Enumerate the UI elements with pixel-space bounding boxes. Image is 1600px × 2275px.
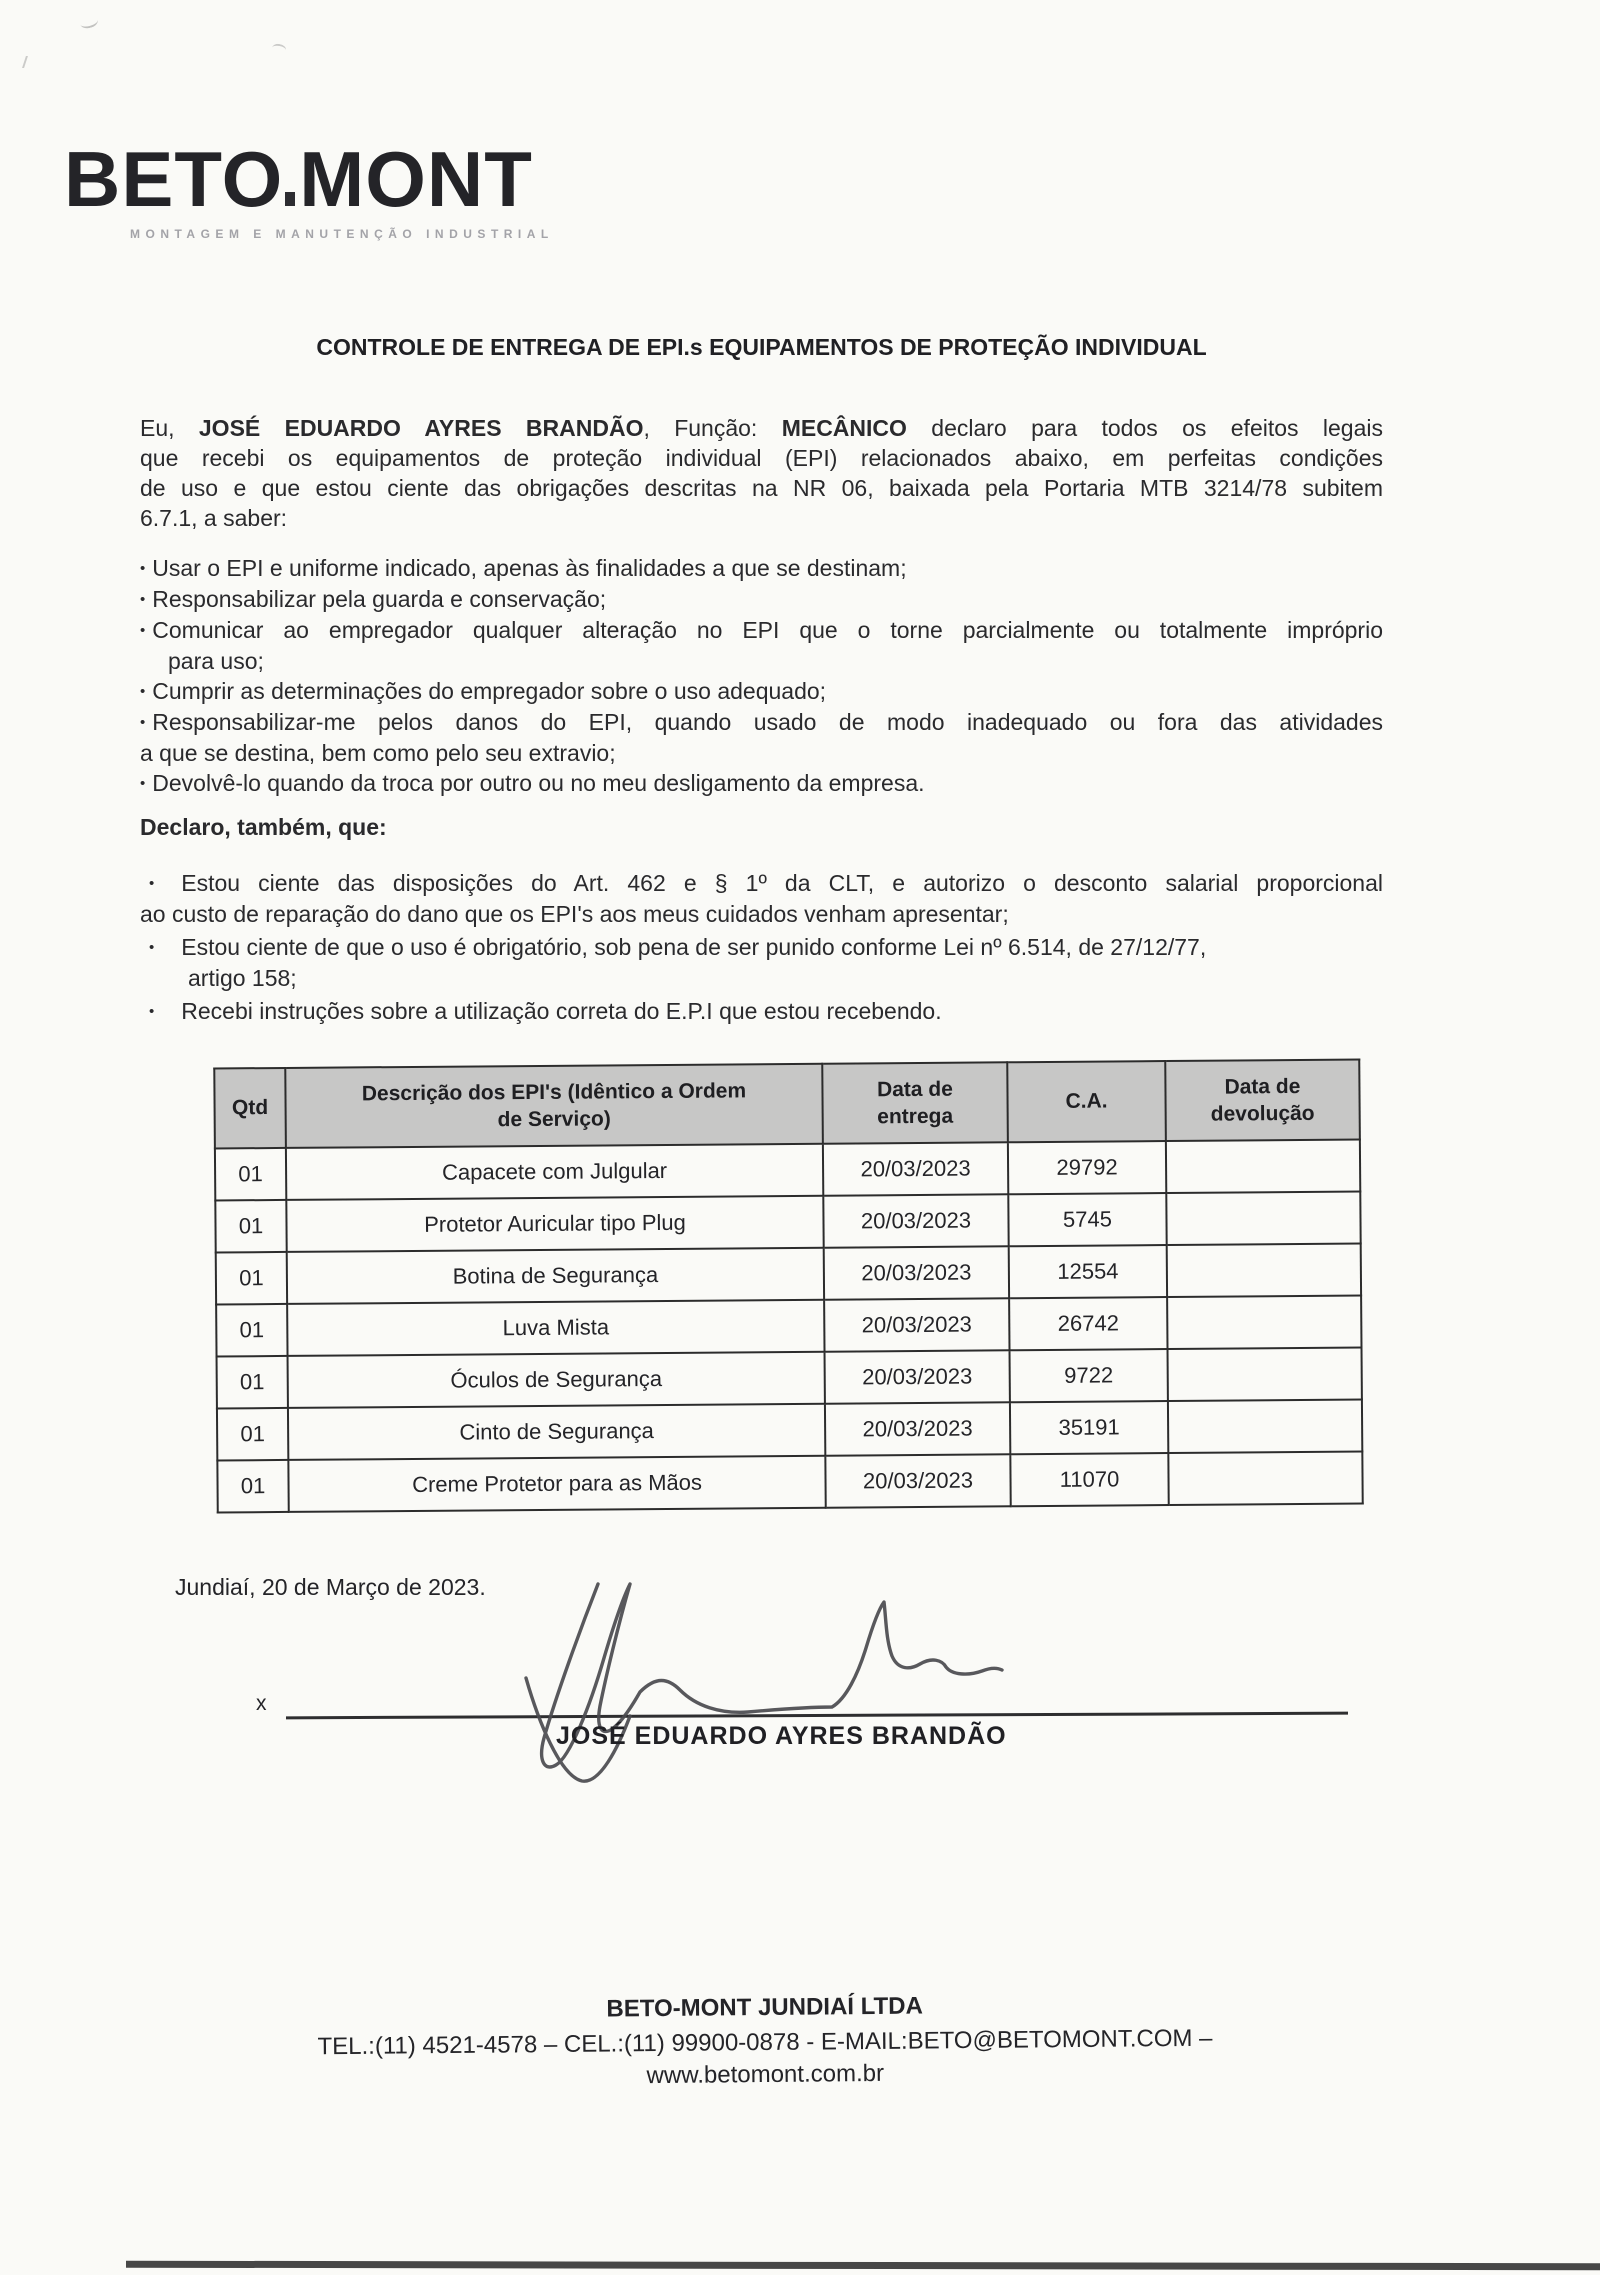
cell-entrega: 20/03/2023 <box>825 1454 1010 1507</box>
table-row <box>215 1192 1360 1253</box>
intro-line: que recebi os equipamentos de proteção individual (EPI) relacionados abaixo, em perfeitas condições <box>140 445 1383 471</box>
cell-entrega: 20/03/2023 <box>823 1142 1008 1195</box>
cell-devolucao <box>1166 1140 1360 1194</box>
bullet-item: • Cumprir as determinações do empregador sobre o uso adequado; <box>140 678 827 704</box>
table-header-row <box>214 1060 1360 1149</box>
bullet-icon: • <box>140 714 146 731</box>
signature-mark: x <box>256 1692 267 1715</box>
table-row <box>216 1244 1361 1305</box>
bullet-item: • Responsabilizar-me pelos danos do EPI, quando usado de modo inadequado ou fora das atividades a que se destina, bem como pelo seu extravio; <box>140 709 1383 766</box>
employee-name: JOSÉ EDUARDO AYRES BRANDÃO <box>198 415 644 441</box>
footer-contact-line: TEL.:(11) 4521-4578 – CEL.:(11) 99900-0878 - E-MAIL:BETO@BETOMONT.COM – <box>317 2024 1213 2061</box>
table-row <box>216 1296 1361 1357</box>
handwritten-signature <box>440 1578 1040 1793</box>
bullet-icon: • <box>149 1003 155 1020</box>
cell-descricao: Cinto de Segurança <box>288 1404 825 1460</box>
scan-artifact <box>22 56 38 68</box>
cell-devolucao <box>1168 1348 1362 1402</box>
bullet-icon: • <box>140 622 146 639</box>
declaration-heading: Declaro, também, que: <box>140 814 387 840</box>
cell-qtd: 01 <box>217 1460 288 1513</box>
bullet-icon: • <box>149 939 155 956</box>
header-cell-descricao: Descrição dos EPI's (Idêntico a Ordem de Serviço) <box>285 1064 823 1148</box>
table-row <box>217 1451 1362 1512</box>
cell-entrega: 20/03/2023 <box>823 1194 1008 1247</box>
cell-entrega: 20/03/2023 <box>824 1298 1009 1351</box>
cell-devolucao <box>1168 1451 1362 1505</box>
header-cell-ca: C.A. <box>1007 1061 1166 1142</box>
footer-website: www.betomont.com.br <box>646 2059 885 2090</box>
cell-qtd: 01 <box>215 1148 286 1201</box>
cell-ca: 11070 <box>1010 1453 1168 1506</box>
cell-qtd: 01 <box>217 1408 288 1461</box>
cell-entrega: 20/03/2023 <box>825 1402 1010 1455</box>
logo-wordmark <box>64 135 554 223</box>
bullet-item: • Responsabilizar pela guarda e conservação; <box>140 586 607 612</box>
header-cell-data-devolucao: Data de devolução <box>1165 1060 1360 1142</box>
cell-entrega: 20/03/2023 <box>825 1350 1010 1403</box>
scan-artifact <box>271 43 287 55</box>
cell-qtd: 01 <box>216 1304 287 1357</box>
cell-qtd: 01 <box>215 1200 286 1253</box>
cell-descricao: Capacete com Julgular <box>286 1144 823 1200</box>
cell-descricao: Protetor Auricular tipo Plug <box>286 1196 823 1252</box>
document-title: CONTROLE DE ENTREGA DE EPI.s EQUIPAMENTOS DE PROTEÇÃO INDIVIDUAL <box>316 334 1207 360</box>
bullet-icon: • <box>149 875 155 892</box>
scan-artifact <box>79 14 99 30</box>
bullet-item: • Estou ciente de que o uso é obrigatório, sob pena de ser punido conforme Lei nº 6.514, de 27/12/77, artigo 158; <box>149 934 1207 991</box>
cell-ca: 5745 <box>1008 1193 1166 1246</box>
cell-ca: 26742 <box>1009 1297 1167 1350</box>
bullet-icon: • <box>140 775 146 792</box>
cell-descricao: Botina de Segurança <box>287 1248 824 1304</box>
logo-dot-icon <box>285 192 295 206</box>
logo-tagline: MONTAGEM E MANUTENÇÃO INDUSTRIAL <box>130 227 554 241</box>
bullet-item: • Usar o EPI e uniforme indicado, apenas às finalidades a que se destinam; <box>140 555 907 581</box>
table-row <box>217 1400 1362 1461</box>
bullet-item: • Estou ciente das disposições do Art. 462 e § 1º da CLT, e autorizo o desconto salarial proporcional ao custo de reparação do dano que os EPI's aos meus cuidados venham apresentar; <box>140 870 1383 927</box>
cell-devolucao <box>1167 1244 1361 1298</box>
bullet-item: • Devolvê-lo quando da troca por outro ou no meu desligamento da empresa. <box>140 770 925 796</box>
obligations-list <box>140 553 1383 799</box>
document-body <box>140 413 1383 1029</box>
signer-name: JOSÉ EDUARDO AYRES BRANDÃO <box>556 1722 1007 1750</box>
page-footer <box>140 1988 1391 2095</box>
bullet-item: • Comunicar ao empregador qualquer alteração no EPI que o torne parcialmente ou totalmente impróprio para uso; <box>140 617 1383 674</box>
bullet-icon: • <box>140 683 146 700</box>
bullet-icon: • <box>140 591 146 608</box>
intro-line: 6.7.1, a saber: <box>140 505 288 531</box>
cell-entrega: 20/03/2023 <box>824 1246 1009 1299</box>
cell-ca: 29792 <box>1008 1141 1166 1194</box>
bullet-icon: • <box>140 560 146 577</box>
intro-paragraph <box>140 413 1383 533</box>
epi-delivery-table <box>213 1059 1363 1514</box>
logo-text-left: BETO <box>64 135 284 223</box>
intro-line: Eu, JOSÉ EDUARDO AYRES BRANDÃO, Função: MECÂNICO declaro para todos os efeitos legais <box>140 415 1383 441</box>
logo-text-right: MONT <box>299 135 533 223</box>
bullet-item: • Recebi instruções sobre a utilização correta do E.P.I que estou recebendo. <box>149 998 942 1024</box>
company-logo <box>64 135 554 241</box>
header-cell-data-entrega: Data de entrega <box>822 1062 1008 1143</box>
cell-ca: 9722 <box>1010 1349 1168 1402</box>
table-row <box>215 1140 1360 1201</box>
cell-devolucao <box>1167 1296 1361 1350</box>
scan-edge-line <box>126 2261 1600 2271</box>
cell-devolucao <box>1168 1400 1362 1454</box>
cell-ca: 12554 <box>1009 1245 1167 1298</box>
header-cell-qtd: Qtd <box>214 1068 286 1149</box>
table-row <box>217 1348 1362 1409</box>
cell-devolucao <box>1166 1192 1360 1246</box>
cell-qtd: 01 <box>217 1356 288 1409</box>
cell-qtd: 01 <box>216 1252 287 1305</box>
cell-descricao: Creme Protetor para as Mãos <box>288 1456 825 1512</box>
intro-line: de uso e que estou ciente das obrigações descritas na NR 06, baixada pela Portaria MTB 3214/78 subitem <box>140 475 1383 501</box>
footer-company-name: BETO-MONT JUNDIAÍ LTDA <box>606 1992 924 2023</box>
cell-descricao: Óculos de Segurança <box>288 1352 825 1408</box>
declarations-list <box>140 868 1383 1027</box>
cell-ca: 35191 <box>1010 1401 1168 1454</box>
cell-descricao: Luva Mista <box>287 1300 824 1356</box>
date-line: Jundiaí, 20 de Março de 2023. <box>175 1574 486 1600</box>
employee-role: MECÂNICO <box>781 415 907 441</box>
